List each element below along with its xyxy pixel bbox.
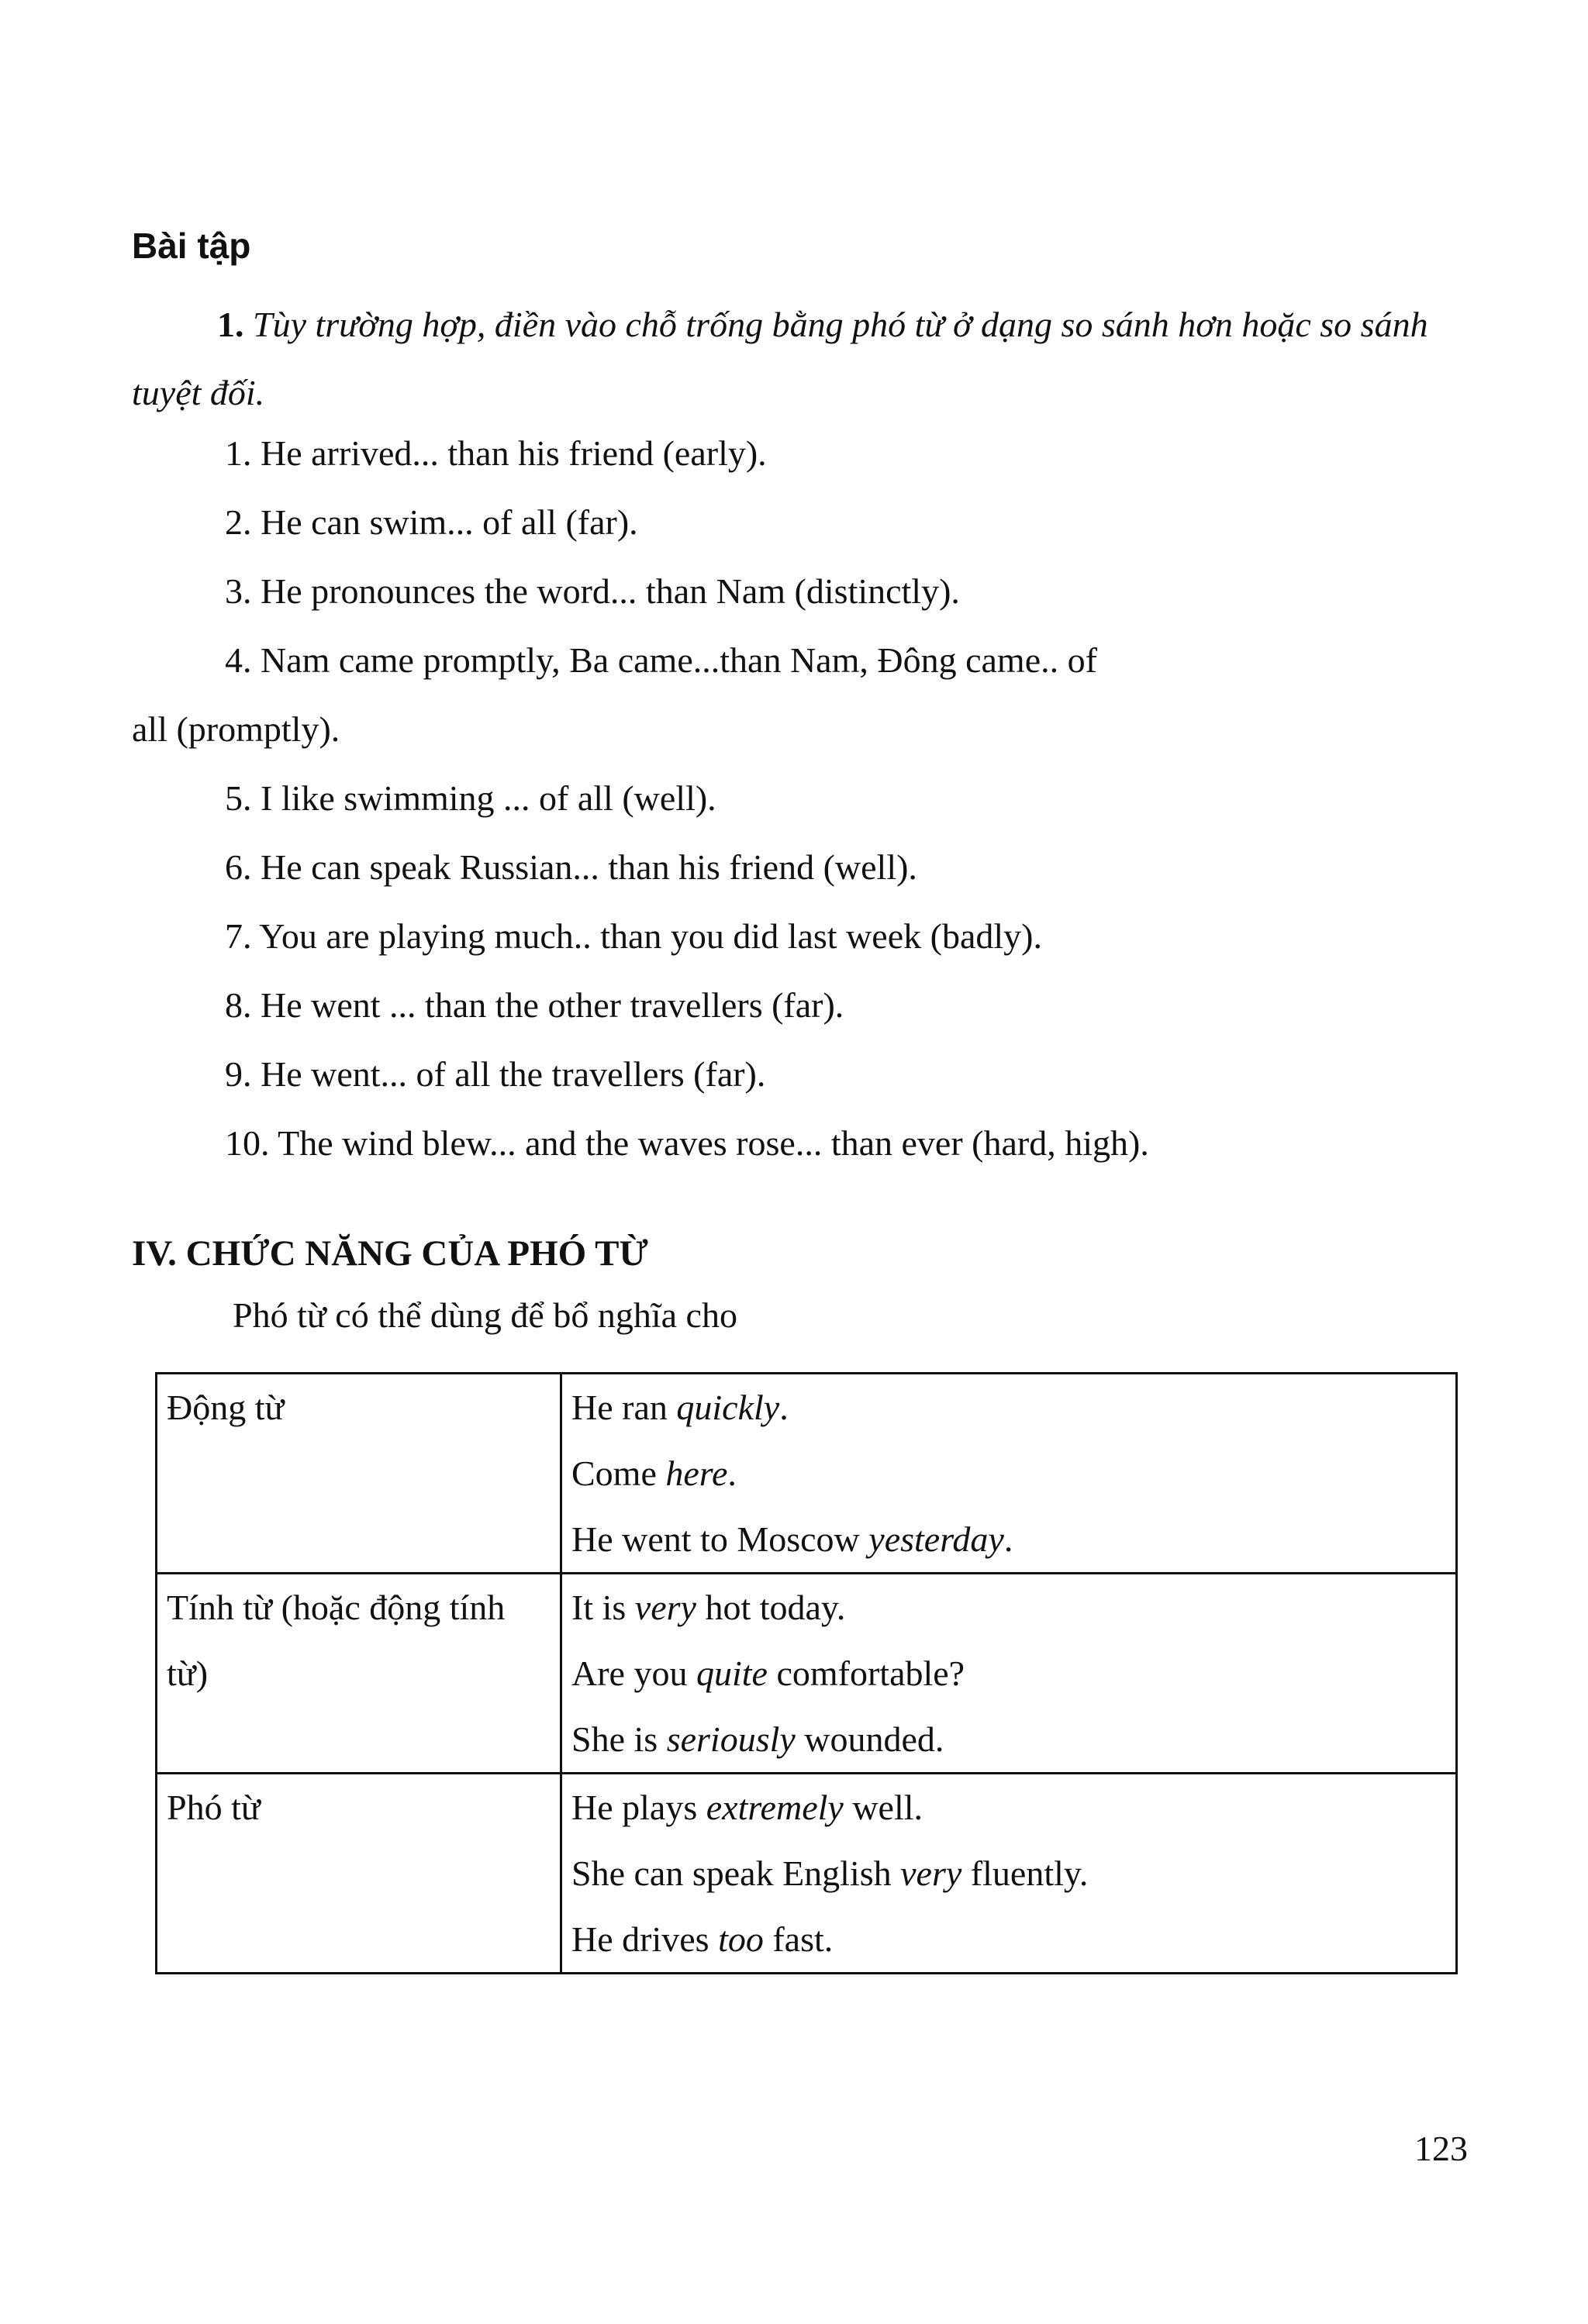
- exercise-item: 6. He can speak Russian... than his friend (well).: [225, 847, 917, 887]
- adverb-function-table: [155, 1372, 1458, 1974]
- exercise-number: 1.: [217, 305, 244, 344]
- adverb-word: very: [900, 1853, 962, 1893]
- exercise-item-continuation: all (promptly).: [132, 709, 340, 749]
- page-number: 123: [1414, 2129, 1468, 2168]
- examples-cell: [561, 1774, 1457, 1974]
- adverb-word: here: [665, 1453, 728, 1493]
- exercise-item: 5. I like swimming ... of all (well).: [225, 778, 716, 818]
- exercise-item: 9. He went... of all the travellers (far).: [225, 1054, 766, 1094]
- example-sentence: Come here.: [571, 1453, 737, 1493]
- adverb-word: yesterday: [868, 1519, 1004, 1559]
- exercise-item: 2. He can swim... of all (far).: [225, 502, 638, 542]
- exercise-item: 1. He arrived... than his friend (early).: [225, 433, 767, 473]
- exercise-heading: Bài tập: [132, 226, 251, 266]
- examples-cell: [561, 1374, 1457, 1574]
- exercise-items: [132, 419, 1465, 1178]
- category-cell: Phó từ: [157, 1774, 561, 1974]
- examples-cell: [561, 1574, 1457, 1774]
- table-row: [157, 1574, 1457, 1774]
- exercise-item: 8. He went ... than the other travellers (far).: [225, 985, 844, 1025]
- category-cell: Động từ: [157, 1374, 561, 1574]
- adverb-word: very: [634, 1588, 696, 1627]
- example-sentence: He went to Moscow yesterday.: [571, 1519, 1013, 1559]
- example-sentence: He drives too fast.: [571, 1919, 834, 1959]
- example-sentence: It is very hot today.: [571, 1588, 846, 1627]
- exercise-item: 3. He pronounces the word... than Nam (distinctly).: [225, 571, 960, 611]
- adverb-word: extremely: [706, 1788, 844, 1827]
- example-sentence: She can speak English very fluently.: [571, 1853, 1089, 1893]
- exercise-item: 4. Nam came promptly, Ba came...than Nam, Đông came.. of: [225, 640, 1097, 680]
- section-intro: Phó từ có thể dùng để bổ nghĩa cho: [233, 1295, 737, 1335]
- exercise-instruction-text: Tùy trường hợp, điền vào chỗ trống bằng phó từ ở dạng so sánh hơn hoặc so sánh tuyệt đối.: [132, 305, 1428, 412]
- exercise-item: 10. The wind blew... and the waves rose... than ever (hard, high).: [225, 1123, 1149, 1163]
- category-cell: Tính từ (hoặc động tính từ): [157, 1574, 561, 1774]
- example-sentence: She is seriously wounded.: [571, 1719, 944, 1759]
- table-row: [157, 1774, 1457, 1974]
- exercise-item: 7. You are playing much.. than you did last week (badly).: [225, 916, 1042, 956]
- example-sentence: Are you quite comfortable?: [571, 1653, 965, 1693]
- table-row: [157, 1374, 1457, 1574]
- example-sentence: He plays extremely well.: [571, 1788, 923, 1827]
- exercise-instruction: [132, 291, 1450, 427]
- example-sentence: He ran quickly.: [571, 1388, 789, 1427]
- adverb-word: quite: [696, 1653, 768, 1693]
- adverb-word: too: [718, 1919, 764, 1959]
- adverb-word: seriously: [666, 1719, 796, 1759]
- adverb-word: quickly: [676, 1388, 780, 1427]
- section-title: IV. CHỨC NĂNG CỦA PHÓ TỪ: [132, 1233, 648, 1274]
